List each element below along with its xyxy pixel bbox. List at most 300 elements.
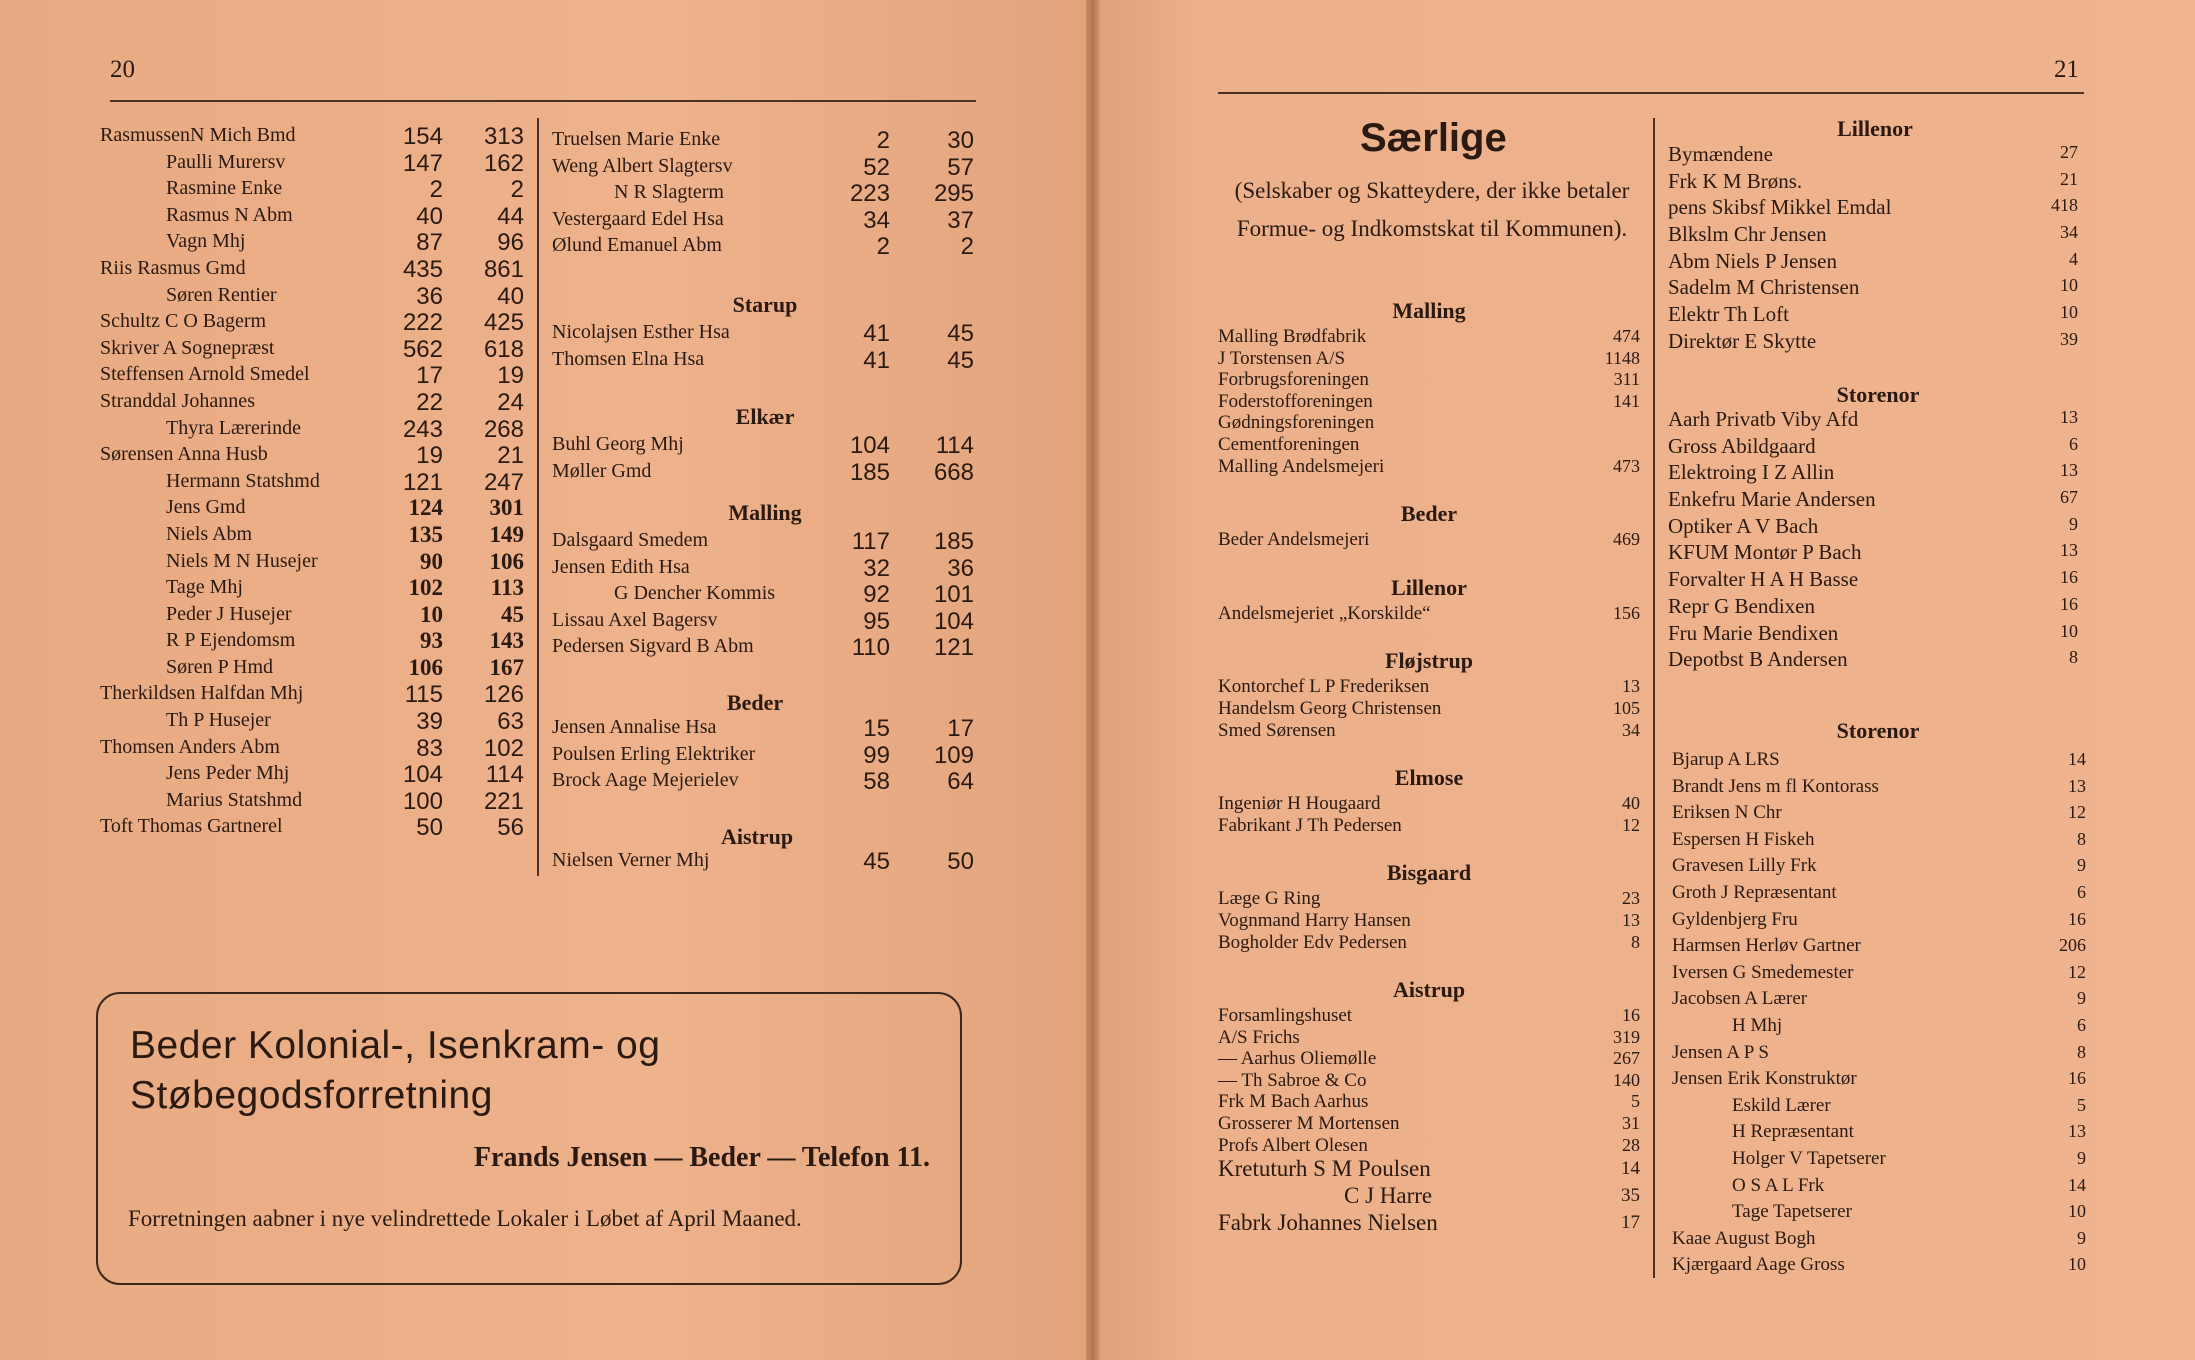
list-item bbox=[1218, 815, 1640, 837]
list-item bbox=[1672, 1121, 2086, 1148]
item-name: Elektr Th Loft bbox=[1668, 302, 1789, 327]
item-value: 5 bbox=[1631, 1091, 1640, 1112]
item-name: Kjærgaard Aage Gross bbox=[1672, 1254, 1845, 1276]
right-column-divider bbox=[1653, 118, 1655, 1278]
item-name: — Th Sabroe & Co bbox=[1218, 1069, 1367, 1091]
list-item bbox=[1672, 1042, 2086, 1069]
row-value-2: 221 bbox=[483, 787, 524, 815]
table-row bbox=[552, 208, 982, 235]
list-item bbox=[1218, 603, 1640, 625]
table-row bbox=[100, 337, 530, 364]
item-name: Gyldenbjerg Fru bbox=[1672, 908, 1798, 930]
beder-list bbox=[552, 716, 982, 796]
item-value: 6 bbox=[2069, 433, 2078, 454]
item-name: Fabrk Johannes Nielsen bbox=[1218, 1210, 1438, 1236]
malling-list bbox=[552, 529, 982, 662]
row-value-1: 106 bbox=[408, 654, 443, 680]
row-value-2: 268 bbox=[483, 415, 524, 443]
left-header-rule bbox=[110, 100, 976, 102]
section-title-beder: Beder bbox=[726, 690, 784, 715]
table-row bbox=[552, 321, 982, 348]
row-value-1: 39 bbox=[416, 708, 443, 736]
list-item bbox=[1218, 1113, 1640, 1135]
item-name: Malling Andelsmejeri bbox=[1218, 455, 1385, 477]
item-value: 8 bbox=[1631, 931, 1640, 952]
row-name: Therkildsen Halfdan Mhj bbox=[100, 682, 304, 705]
item-value: 13 bbox=[2068, 1121, 2086, 1142]
item-value: 16 bbox=[2060, 567, 2078, 588]
row-value-2: 24 bbox=[497, 388, 524, 416]
row-value-2: 17 bbox=[947, 715, 974, 742]
row-value-2: 425 bbox=[483, 309, 524, 337]
page-title: Særlige bbox=[1360, 116, 1507, 160]
list-item bbox=[1672, 1175, 2086, 1202]
item-value: 6 bbox=[2077, 881, 2086, 902]
row-name: Weng Albert Slagtersv bbox=[552, 154, 733, 177]
row-value-1: 2 bbox=[429, 176, 443, 204]
list-item bbox=[1668, 514, 2078, 541]
list-item bbox=[1218, 391, 1640, 413]
row-value-2: 63 bbox=[497, 708, 524, 736]
row-value-2: 37 bbox=[947, 206, 974, 234]
item-name: pens Skibsf Mikkel Emdal bbox=[1668, 195, 1892, 220]
row-value-2: 143 bbox=[489, 628, 524, 654]
row-value-2: 106 bbox=[489, 548, 524, 574]
list-item bbox=[1218, 1048, 1640, 1070]
list-item bbox=[1218, 910, 1640, 932]
row-value-1: 19 bbox=[416, 442, 443, 470]
list-item bbox=[1218, 456, 1640, 478]
table-row bbox=[552, 556, 982, 583]
item-name: Smed Sørensen bbox=[1218, 719, 1336, 741]
list-item bbox=[1668, 567, 2078, 594]
item-name: Gødningsforeningen bbox=[1218, 412, 1375, 434]
row-value-2: 295 bbox=[933, 180, 974, 208]
item-name: Aarh Privatb Viby Afd bbox=[1668, 407, 1859, 431]
list-item bbox=[1218, 793, 1640, 815]
row-value-2: 50 bbox=[947, 848, 974, 875]
elkaer-list bbox=[552, 433, 982, 486]
item-value: 8 bbox=[2077, 1041, 2086, 1062]
item-name: Gravesen Lilly Frk bbox=[1672, 855, 1817, 877]
item-value: 14 bbox=[2068, 749, 2086, 769]
item-name: Sadelm M Christensen bbox=[1668, 275, 1860, 300]
list-item bbox=[1668, 275, 2078, 302]
item-name: Forsamlingshuset bbox=[1218, 1005, 1353, 1027]
item-name: Kontorchef L P Frederiksen bbox=[1218, 676, 1430, 698]
item-name: — Aarhus Oliemølle bbox=[1218, 1048, 1377, 1070]
table-row bbox=[100, 310, 530, 337]
item-value: 13 bbox=[2068, 775, 2086, 796]
list-item bbox=[1672, 776, 2086, 803]
item-value: 12 bbox=[2068, 961, 2086, 982]
row-value-2: 45 bbox=[501, 601, 524, 627]
section-title: Malling bbox=[1392, 298, 1466, 323]
item-name: Beder Andelsmejeri bbox=[1218, 529, 1370, 551]
item-value: 418 bbox=[2051, 195, 2078, 216]
aistrup-list bbox=[552, 849, 982, 876]
row-name: Thomsen Anders Abm bbox=[100, 735, 280, 758]
item-value: 311 bbox=[1613, 369, 1640, 390]
row-value-2: 301 bbox=[489, 495, 524, 521]
list-item bbox=[1672, 1148, 2086, 1175]
list-item bbox=[1672, 935, 2086, 962]
item-value: 34 bbox=[2060, 222, 2078, 243]
row-value-1: 83 bbox=[416, 734, 443, 762]
row-value-2: 19 bbox=[497, 362, 524, 390]
list-item bbox=[1218, 529, 1640, 551]
table-row bbox=[552, 234, 982, 261]
row-name: Poulsen Erling Elektriker bbox=[552, 742, 756, 765]
item-name: Jacobsen A Lærer bbox=[1672, 988, 1808, 1010]
row-value-1: 93 bbox=[420, 628, 443, 654]
row-value-1: 92 bbox=[863, 581, 890, 609]
item-name: Grosserer M Mortensen bbox=[1218, 1113, 1400, 1135]
row-value-1: 154 bbox=[402, 123, 443, 150]
item-name: Tage Tapetserer bbox=[1732, 1201, 1852, 1223]
row-name: Lissau Axel Bagersv bbox=[552, 608, 718, 631]
row-value-1: 10 bbox=[420, 601, 443, 627]
row-name: Thomsen Elna Hsa bbox=[552, 347, 705, 370]
item-value: 10 bbox=[2060, 302, 2078, 323]
advertisement-box bbox=[96, 992, 962, 1285]
ad-contact: Frands Jensen — Beder — Telefon 11. bbox=[473, 1142, 930, 1173]
list-item bbox=[1672, 988, 2086, 1015]
row-name: Jens Gmd bbox=[166, 496, 246, 519]
table-row bbox=[552, 743, 982, 770]
row-name: Jens Peder Mhj bbox=[166, 762, 290, 785]
item-name: Frk M Bach Aarhus bbox=[1218, 1091, 1369, 1113]
table-row bbox=[100, 204, 530, 231]
section-title: Fløjstrup bbox=[1385, 648, 1473, 674]
item-name: Frk K M Brøns. bbox=[1668, 168, 1803, 193]
row-value-1: 34 bbox=[863, 206, 890, 234]
left-page-number: 20 bbox=[110, 56, 135, 83]
row-value-2: 30 bbox=[947, 127, 974, 154]
item-name: Blkslm Chr Jensen bbox=[1668, 222, 1827, 247]
list-item bbox=[1672, 962, 2086, 989]
table-row bbox=[100, 363, 530, 390]
row-value-1: 52 bbox=[863, 153, 890, 181]
item-name: Foderstofforeningen bbox=[1218, 390, 1373, 412]
item-value: 156 bbox=[1613, 602, 1640, 623]
list-item bbox=[1218, 720, 1640, 742]
item-value: 13 bbox=[1622, 909, 1640, 930]
row-name: Ølund Emanuel Abm bbox=[552, 234, 722, 257]
row-value-2: 102 bbox=[483, 734, 524, 762]
row-value-1: 185 bbox=[849, 458, 890, 486]
item-value: 10 bbox=[2060, 620, 2078, 641]
page-subtitle: (Selskaber og Skatteydere, der ikke betaler Formue- og Indkomstskat til Kommunen). bbox=[1234, 178, 1630, 241]
list-item bbox=[1218, 932, 1640, 954]
row-value-1: 2 bbox=[876, 233, 890, 261]
item-name: Ingeniør H Hougaard bbox=[1218, 793, 1381, 815]
item-value: 319 bbox=[1613, 1026, 1640, 1047]
table-row bbox=[100, 576, 530, 603]
row-value-2: 113 bbox=[490, 575, 524, 601]
item-value: 8 bbox=[2077, 828, 2086, 849]
row-value-2: 861 bbox=[483, 255, 524, 283]
list-item bbox=[1668, 169, 2078, 196]
right-page-number: 21 bbox=[2054, 56, 2079, 83]
lillenor-list bbox=[1668, 142, 2078, 356]
row-value-2: 185 bbox=[933, 528, 974, 555]
ad-heading-line2: Støbegodsforretning bbox=[130, 1074, 493, 1117]
item-name: Kretuturh S M Poulsen bbox=[1218, 1156, 1431, 1182]
item-name: C J Harre bbox=[1344, 1183, 1433, 1209]
list-item bbox=[1668, 487, 2078, 514]
row-name: Søren Rentier bbox=[166, 283, 277, 306]
item-name: Profs Albert Olesen bbox=[1218, 1134, 1368, 1156]
left-column-1 bbox=[100, 124, 530, 842]
list-item bbox=[1218, 1135, 1640, 1157]
storenor-list-1 bbox=[1668, 407, 2078, 674]
table-row bbox=[552, 769, 982, 796]
row-value-2: 247 bbox=[483, 468, 524, 496]
section-title-elkaer: Elkær bbox=[735, 404, 795, 429]
row-value-1: 15 bbox=[863, 715, 890, 742]
row-value-2: 121 bbox=[933, 634, 974, 662]
row-value-2: 162 bbox=[483, 149, 524, 177]
section-title: Aistrup bbox=[1392, 977, 1466, 1003]
row-name: Riis Rasmus Gmd bbox=[100, 256, 246, 279]
item-name: Eriksen N Chr bbox=[1672, 802, 1782, 824]
item-value: 12 bbox=[2068, 802, 2086, 823]
table-row bbox=[100, 709, 530, 736]
row-name: Skriver A Sognepræst bbox=[100, 336, 275, 359]
row-value-1: 115 bbox=[404, 681, 443, 709]
list-item bbox=[1218, 412, 1640, 434]
list-item bbox=[1672, 1228, 2086, 1255]
item-name: Fru Marie Bendixen bbox=[1668, 620, 1839, 645]
section-title-storenor-2: Storenor bbox=[1836, 718, 1920, 743]
item-value: 10 bbox=[2068, 1254, 2086, 1275]
item-name: Jensen Erik Konstruktør bbox=[1672, 1068, 1857, 1090]
row-name: Tage Mhj bbox=[166, 576, 243, 599]
row-value-2: 45 bbox=[947, 320, 974, 347]
row-value-2: 149 bbox=[489, 521, 524, 547]
table-row bbox=[100, 550, 530, 577]
item-name: Jensen A P S bbox=[1672, 1041, 1769, 1063]
item-value: 9 bbox=[2069, 513, 2078, 534]
table-row bbox=[100, 151, 530, 178]
list-item bbox=[1218, 676, 1640, 698]
item-value: 31 bbox=[1622, 1113, 1640, 1134]
section-title-lillenor: Lillenor bbox=[1837, 116, 1913, 141]
row-value-1: 110 bbox=[851, 634, 890, 662]
item-value: 8 bbox=[2069, 647, 2078, 668]
item-value: 27 bbox=[2060, 142, 2078, 162]
row-value-1: 2 bbox=[876, 127, 890, 154]
row-value-1: 50 bbox=[416, 814, 443, 842]
item-value: 10 bbox=[2068, 1201, 2086, 1222]
row-value-1: 121 bbox=[402, 468, 443, 496]
list-item bbox=[1672, 749, 2086, 776]
item-value: 16 bbox=[2068, 1068, 2086, 1089]
table-row bbox=[552, 635, 982, 662]
item-name: Bjarup A LRS bbox=[1672, 749, 1780, 770]
table-row bbox=[552, 433, 982, 460]
item-value: 10 bbox=[2060, 275, 2078, 296]
item-name: Cementforeningen bbox=[1218, 433, 1360, 455]
section-title: Beder bbox=[1400, 501, 1458, 527]
section-title: Elmose bbox=[1394, 765, 1464, 791]
row-value-1: 90 bbox=[420, 548, 443, 574]
row-value-2: 56 bbox=[497, 814, 524, 842]
item-value: 35 bbox=[1621, 1185, 1640, 1207]
item-value: 474 bbox=[1613, 326, 1640, 346]
list-item bbox=[1668, 142, 2078, 169]
row-name: Toft Thomas Gartnerel bbox=[100, 815, 283, 838]
item-value: 469 bbox=[1613, 529, 1640, 550]
list-item bbox=[1672, 802, 2086, 829]
list-item bbox=[1672, 1254, 2086, 1281]
item-name: Handelsm Georg Christensen bbox=[1218, 697, 1442, 719]
row-name: Peder J Husejer bbox=[166, 602, 292, 625]
table-row bbox=[100, 603, 530, 630]
list-item bbox=[1218, 434, 1640, 456]
item-name: Fabrikant J Th Pedersen bbox=[1218, 814, 1402, 836]
row-value-1: 135 bbox=[408, 521, 443, 547]
section-title: Lillenor bbox=[1391, 574, 1467, 600]
row-name: Buhl Georg Mhj bbox=[552, 433, 684, 455]
row-name: Jensen Edith Hsa bbox=[552, 555, 690, 578]
row-name: Sørensen Anna Husb bbox=[100, 443, 268, 466]
table-row bbox=[100, 230, 530, 257]
list-item bbox=[1218, 326, 1640, 348]
item-value: 9 bbox=[2077, 1147, 2086, 1168]
list-item bbox=[1672, 882, 2086, 909]
starup-list bbox=[552, 321, 982, 374]
item-name: O S A L Frk bbox=[1732, 1174, 1825, 1196]
table-row bbox=[100, 124, 530, 151]
row-value-2: 2 bbox=[960, 233, 974, 261]
item-name: Brandt Jens m fl Kontorass bbox=[1672, 775, 1879, 797]
row-value-1: 58 bbox=[863, 768, 890, 796]
list-item bbox=[1672, 1095, 2086, 1122]
row-value-2: 36 bbox=[947, 554, 974, 582]
item-name: Forbrugsforeningen bbox=[1218, 369, 1369, 391]
table-row bbox=[552, 582, 982, 609]
row-value-1: 45 bbox=[863, 848, 890, 875]
item-value: 140 bbox=[1613, 1069, 1640, 1090]
row-name: Rasmine Enke bbox=[166, 177, 283, 200]
item-value: 28 bbox=[1622, 1134, 1640, 1155]
row-value-2: 2 bbox=[510, 176, 524, 204]
item-value: 105 bbox=[1613, 697, 1640, 718]
row-value-2: 668 bbox=[933, 458, 974, 486]
list-item bbox=[1668, 407, 2078, 434]
list-item bbox=[1218, 1070, 1640, 1092]
row-name: Søren P Hmd bbox=[166, 655, 274, 678]
item-name: KFUM Montør P Bach bbox=[1668, 540, 1862, 565]
item-name: Groth J Repræsentant bbox=[1672, 881, 1837, 903]
item-value: 6 bbox=[2077, 1014, 2086, 1035]
row-value-2: 44 bbox=[497, 202, 524, 230]
row-name: Thyra Lærerinde bbox=[166, 416, 301, 439]
table-row bbox=[552, 460, 982, 487]
ad-note: Forretningen aabner i nye velindrettede Lokaler i Løbet af April Maaned. bbox=[128, 1206, 802, 1231]
item-value: 5 bbox=[2077, 1094, 2086, 1115]
row-name: Vestergaard Edel Hsa bbox=[552, 207, 724, 230]
item-name: Enkefru Marie Andersen bbox=[1668, 487, 1876, 512]
row-name: Paulli Murersv bbox=[166, 150, 286, 173]
list-item bbox=[1218, 1005, 1640, 1027]
row-value-1: 87 bbox=[416, 229, 443, 257]
item-name: Optiker A V Bach bbox=[1668, 513, 1819, 538]
item-value: 12 bbox=[1622, 814, 1640, 835]
row-value-1: 124 bbox=[408, 495, 443, 521]
row-value-2: 64 bbox=[947, 768, 974, 796]
list-item bbox=[1672, 909, 2086, 936]
table-row bbox=[100, 284, 530, 311]
item-value: 23 bbox=[1622, 888, 1640, 909]
list-item bbox=[1218, 1210, 1640, 1237]
item-name: A/S Frichs bbox=[1218, 1026, 1300, 1048]
row-value-1: 99 bbox=[863, 741, 890, 769]
list-item bbox=[1672, 1015, 2086, 1042]
item-value: 14 bbox=[1621, 1158, 1640, 1180]
table-row bbox=[100, 257, 530, 284]
item-value: 206 bbox=[2059, 935, 2086, 956]
item-value: 21 bbox=[2060, 168, 2078, 189]
table-row bbox=[100, 470, 530, 497]
row-name: R P Ejendomsm bbox=[166, 629, 296, 652]
row-value-1: 100 bbox=[402, 787, 443, 815]
row-value-2: 114 bbox=[485, 761, 524, 789]
item-name: Malling Brødfabrik bbox=[1218, 326, 1367, 347]
table-row bbox=[100, 682, 530, 709]
section-title-malling: Malling bbox=[728, 500, 802, 525]
table-row bbox=[100, 815, 530, 842]
left-column-2-top bbox=[552, 128, 982, 261]
row-value-2: 313 bbox=[483, 123, 524, 150]
list-item bbox=[1672, 829, 2086, 856]
list-item bbox=[1668, 621, 2078, 648]
item-name: Iversen G Smedemester bbox=[1672, 961, 1854, 983]
right-header-rule bbox=[1218, 92, 2084, 94]
item-value: 34 bbox=[1622, 719, 1640, 740]
row-value-2: 114 bbox=[935, 432, 974, 459]
row-name: Nielsen Verner Mhj bbox=[552, 849, 710, 871]
left-column-divider bbox=[537, 118, 539, 876]
table-row bbox=[552, 128, 982, 155]
item-name: Direktør E Skytte bbox=[1668, 328, 1817, 353]
row-value-1: 222 bbox=[402, 309, 443, 337]
row-value-2: 40 bbox=[497, 282, 524, 310]
item-name: H Repræsentant bbox=[1732, 1121, 1854, 1143]
item-name: Kaae August Bogh bbox=[1672, 1227, 1816, 1249]
list-item bbox=[1218, 1183, 1640, 1210]
item-value: 14 bbox=[2068, 1174, 2086, 1195]
table-row bbox=[552, 716, 982, 743]
table-row bbox=[552, 609, 982, 636]
item-value: 13 bbox=[1622, 676, 1640, 697]
row-value-2: 57 bbox=[947, 153, 974, 181]
row-name: Steffensen Arnold Smedel bbox=[100, 363, 310, 386]
item-value: 13 bbox=[2060, 540, 2078, 561]
row-value-1: 104 bbox=[849, 432, 890, 459]
item-name: Bogholder Edv Pedersen bbox=[1218, 931, 1407, 953]
row-value-2: 104 bbox=[933, 607, 974, 635]
section-title: Bisgaard bbox=[1386, 860, 1472, 886]
list-item bbox=[1218, 698, 1640, 720]
row-value-2: 96 bbox=[497, 229, 524, 257]
item-value: 16 bbox=[1622, 1005, 1640, 1026]
table-row bbox=[100, 656, 530, 683]
item-name: Andelsmejeriet „Korskilde“ bbox=[1218, 602, 1431, 624]
list-item bbox=[1218, 1156, 1640, 1183]
